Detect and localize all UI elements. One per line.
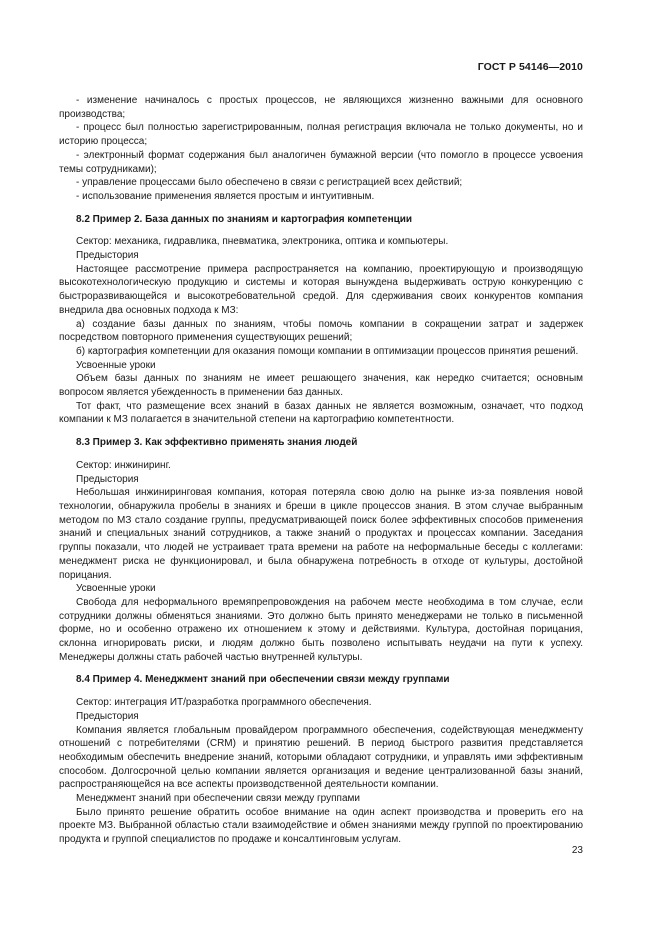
paragraph: а) создание базы данных по знаниям, чтобы помочь компании в сокращении затрат и задержек посредством повторного применения существующих решений; xyxy=(59,318,583,344)
paragraph: Объем базы данных по знаниям не имеет решающего значения, как нередко считается; основным вопросом является убежденность в применении баз данных. xyxy=(59,373,583,399)
paragraph: - процесс был полностью зарегистрированным, полная регистрация включала не только документы, но и историю процесса; xyxy=(59,122,583,148)
paragraph: Усвоенные уроки xyxy=(76,359,156,371)
section-heading: 8.4 Пример 4. Менеджмент знаний при обеспечении связи между группами xyxy=(76,674,450,686)
paragraph: Компания является глобальным провайдером программного обеспечения, содействующая менеджменту отношений с потребителями (CRM) и принятию решений. В период быстрого развития представляется необходимым обеспечить внедрение знаний, которыми обладают сотрудники, и управлять ими эффективным способом. Долгосрочной целью компании является организация и ведение централизованной базы знаний, распространяющейся на все аспекты производственной деятельности компании. xyxy=(59,724,583,791)
paragraph: Было принято решение обратить особое внимание на один аспект производства и проверить его на проекте МЗ. Выбранной областью стали взаимодействие и обмен знаниями между группой по проектированию продукта и группой специалистов по продаже и консалтинговым услугам. xyxy=(59,806,583,846)
paragraph: Менеджмент знаний при обеспечении связи между группами xyxy=(76,793,360,805)
paragraph: Сектор: механика, гидравлика, пневматика, электроника, оптика и компьютеры. xyxy=(76,236,449,248)
paragraph: - управление процессами было обеспечено в связи с регистрацией всех действий; xyxy=(76,177,463,189)
paragraph: Сектор: инжиниринг. xyxy=(76,459,171,471)
page-number: 23 xyxy=(571,845,583,856)
paragraph: Свобода для неформального времяпрепровождения на рабочем месте необходима в том случае, если сотрудники должны обменяться знаниями. Это должно быть принято менеджерами не только в письменной форме, но и особенно отражено их отношением к этому и действиями. Культура, достойная порицания, склонна игнорировать риски, и людям должно быть позволено испытывать неудачи на пути к успеху. Менеджеры должны стать рабочей частью внутренней культуры. xyxy=(59,596,583,663)
paragraph: Тот факт, что размещение всех знаний в базах данных не является возможным, означает, что подход компании к МЗ полагается в значительной степени на картографию компетентности. xyxy=(59,400,583,426)
paragraph: - использование применения является простым и интуитивным. xyxy=(76,190,375,202)
paragraph: Небольшая инжиниринговая компания, которая потеряла свою долю на рынке из-за появления новой технологии, обнаружила пробелы в знаниях и бреши в цикле процессов знания. В этом случае выбранным методом по МЗ стало создание группы, предусматривающей поиск более эффективных способов применения знаний и специальных знаний сотрудников, а также знаний о продуктах и процессах компании. Заседания группы показали, что людей не устраивает трата времени на работе на неформальные беседы с коллегами: менеджмент риска не функционировал, и была обнаружена потребность в отходе от культуры, достойной порицания. xyxy=(59,487,583,581)
section-heading: 8.3 Пример 3. Как эффективно применять знания людей xyxy=(76,437,358,449)
paragraph: Усвоенные уроки xyxy=(76,583,156,595)
section-heading: 8.2 Пример 2. База данных по знаниям и картография компетенции xyxy=(76,213,413,225)
paragraph: б) картография компетенции для оказания помощи компании в оптимизации процессов принятия решений. xyxy=(76,345,579,357)
paragraph: Настоящее рассмотрение примера распространяется на компанию, проектирующую и производящую высокотехнологическую продукцию и системы и которая вынуждена выдерживать острую конкуренцию с быстроразвивающейся и высокотребовательной средой. Для сдерживания своих конкурентов компания внедрила два основных подхода к МЗ: xyxy=(59,263,583,316)
document-body xyxy=(59,94,583,847)
paragraph: Предыстория xyxy=(76,250,139,262)
paragraph: - изменение начиналось с простых процессов, не являющихся жизненно важными для основного производства; xyxy=(59,95,583,120)
paragraph: - электронный формат содержания был аналогичен бумажной версии (что помогло в процессе усвоения темы сотрудниками); xyxy=(59,149,583,175)
standard-number: ГОСТ Р 54146—2010 xyxy=(477,61,583,73)
paragraph: Предыстория xyxy=(76,710,139,722)
paragraph: Сектор: интеграция ИТ/разработка программного обеспечения. xyxy=(76,697,372,709)
paragraph: Предыстория xyxy=(76,473,139,485)
